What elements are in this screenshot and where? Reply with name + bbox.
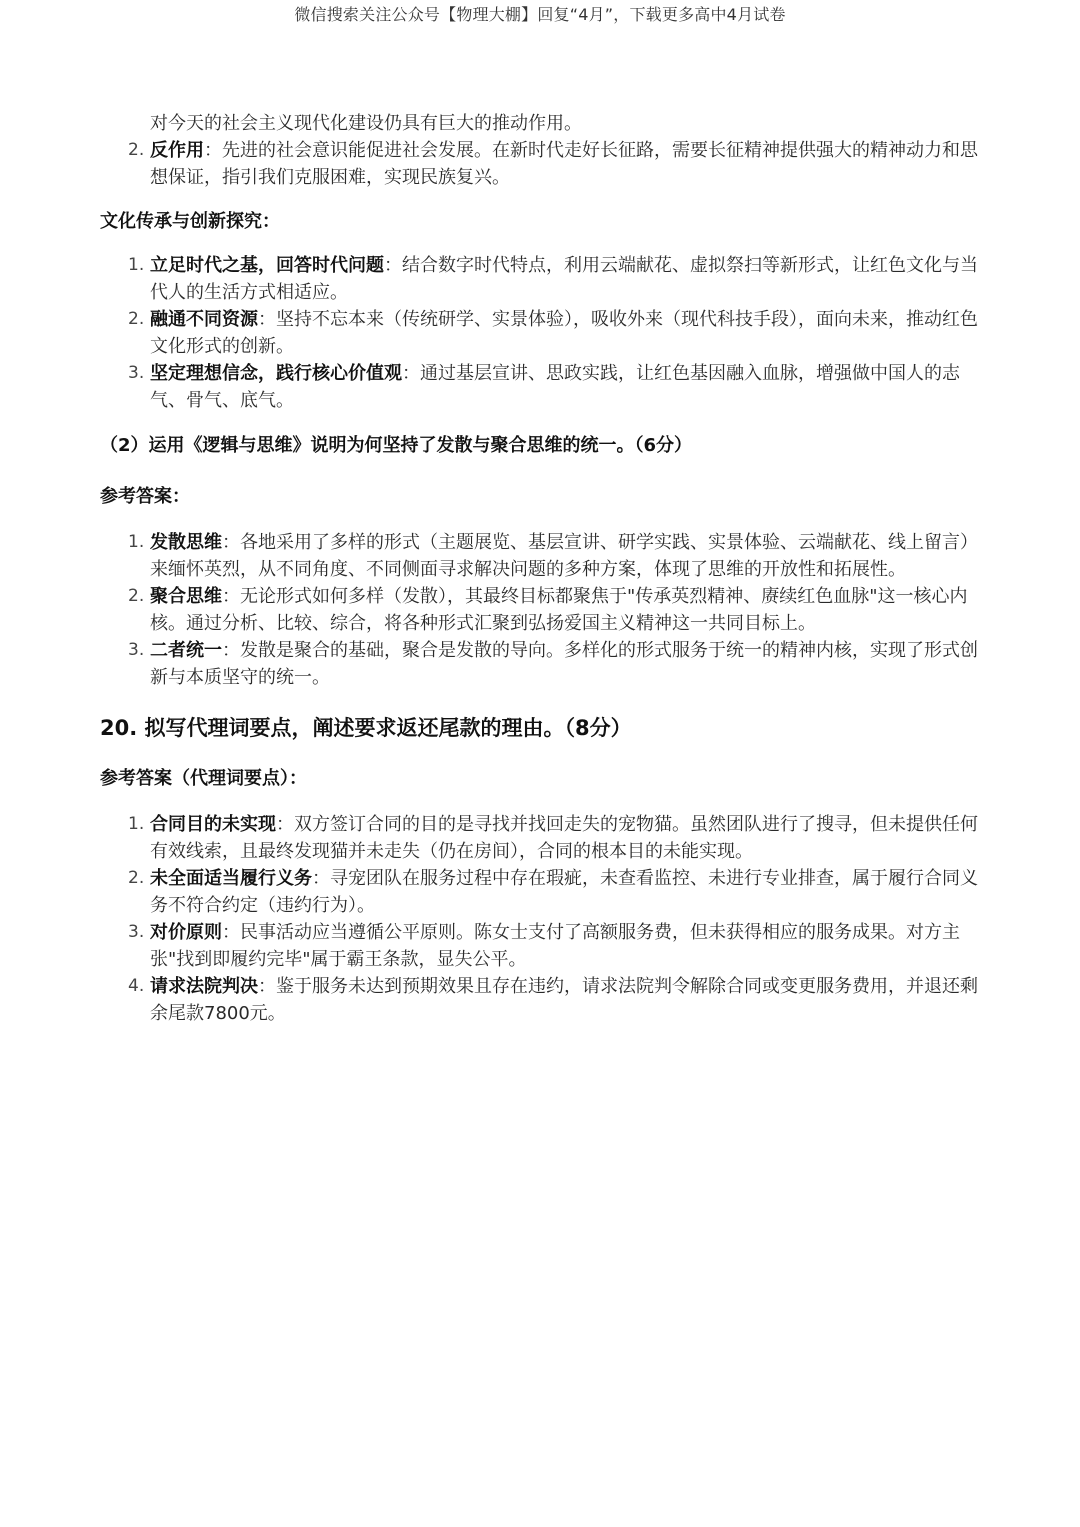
answer-20-heading: 参考答案（代理词要点）： — [100, 768, 307, 789]
item-text: ：无论形式如何多样（发散），其最终目标都聚焦于"传承英烈精神、赓续红色血脉"这一核心内核。通过分析、比较、综合，将各种形式汇聚到弘扬爱国主义精神这一共同目标上。 — [150, 586, 968, 634]
question-20-heading: 20. 拟写代理词要点，阐述要求返还尾款的理由。（8分） — [100, 716, 632, 740]
list-number: 4. — [128, 976, 145, 996]
item-text: ：各地采用了多样的形式（主题展览、基层宣讲、研学实践、实景体验、云端献花、线上留言）来缅怀英烈，从不同角度、不同侧面寻求解决问题的多种方案，体现了思维的开放性和拓展性。 — [150, 532, 978, 580]
item-text: ：先进的社会意识能促进社会发展。在新时代走好长征路，需要长征精神提供强大的精神动力和思想保证，指引我们克服困难，实现民族复兴。 — [150, 140, 978, 188]
list-number: 1. — [128, 814, 145, 834]
item-text: ：寻宠团队在服务过程中存在瑕疵，未查看监控、未进行专业排查，属于履行合同义务不符合约定（违约行为）。 — [150, 868, 978, 916]
item-term: 聚合思维 — [150, 586, 222, 607]
list-number: 3. — [128, 922, 145, 942]
item-term: 未全面适当履行义务 — [150, 868, 312, 889]
question-2-heading: （2）运用《逻辑与思维》说明为何坚持了发散与聚合思维的统一。（6分） — [100, 435, 693, 456]
answer-20-list — [100, 811, 980, 1027]
list-item — [100, 529, 980, 583]
document-body — [100, 108, 980, 1027]
item-term: 坚定理想信念，践行核心价值观 — [150, 363, 402, 384]
item-term: 二者统一 — [150, 640, 222, 661]
item-text: ：双方签订合同的目的是寻找并找回走失的宠物猫。虽然团队进行了搜寻，但未提供任何有效线索，且最终发现猫并未走失（仍在房间），合同的根本目的未能实现。 — [150, 814, 978, 862]
list-item — [100, 919, 980, 973]
list-item — [100, 865, 980, 919]
item-term: 发散思维 — [150, 532, 222, 553]
answer-list — [100, 529, 980, 691]
list-item — [100, 137, 980, 191]
list-number: 1. — [128, 532, 145, 552]
list-item — [100, 637, 980, 691]
item-term: 对价原则 — [150, 922, 222, 943]
culture-heading: 文化传承与创新探究： — [100, 211, 280, 232]
item-text: ：鉴于服务未达到预期效果且存在违约，请求法院判令解除合同或变更服务费用，并退还剩余尾款7800元。 — [150, 976, 978, 1024]
continuation-text: 对今天的社会主义现代化建设仍具有巨大的推动作用。 — [150, 113, 582, 134]
item-text: ：通过基层宣讲、思政实践，让红色基因融入血脉，增强做中国人的志气、骨气、底气。 — [150, 363, 960, 411]
list-number: 2. — [128, 309, 145, 329]
item-text: ：民事活动应当遵循公平原则。陈女士支付了高额服务费，但未获得相应的服务成果。对方主张"找到即履约完毕"属于霸王条款，显失公平。 — [150, 922, 960, 970]
item-text: ：发散是聚合的基础，聚合是发散的导向。多样化的形式服务于统一的精神内核，实现了形式创新与本质坚守的统一。 — [150, 640, 978, 688]
list-item — [100, 973, 980, 1027]
list-item — [100, 252, 980, 306]
item-term: 合同目的未实现 — [150, 814, 276, 835]
list-item — [100, 306, 980, 360]
list-item — [100, 811, 980, 865]
item-term: 请求法院判决 — [150, 976, 258, 997]
item-text: ：结合数字时代特点，利用云端献花、虚拟祭扫等新形式，让红色文化与当代人的生活方式相适应。 — [150, 255, 978, 303]
item-term: 立足时代之基，回答时代问题 — [150, 255, 384, 276]
watermark-banner: 微信搜索关注公众号【物理大棚】回复“4月”，下载更多高中4月试卷 — [294, 5, 786, 24]
list-number: 3. — [128, 640, 145, 660]
item-term: 融通不同资源 — [150, 309, 258, 330]
answer-heading: 参考答案： — [100, 486, 190, 507]
item-text: ：坚持不忘本来（传统研学、实景体验），吸收外来（现代科技手段），面向未来，推动红色文化形式的创新。 — [150, 309, 978, 357]
list-number: 2. — [128, 140, 145, 160]
list-number: 1. — [128, 255, 145, 275]
list-number: 2. — [128, 586, 145, 606]
list-item — [100, 583, 980, 637]
list-item — [100, 360, 980, 414]
culture-list — [100, 252, 980, 414]
list-number: 3. — [128, 363, 145, 383]
item-term: 反作用 — [150, 140, 204, 161]
list-number: 2. — [128, 868, 145, 888]
